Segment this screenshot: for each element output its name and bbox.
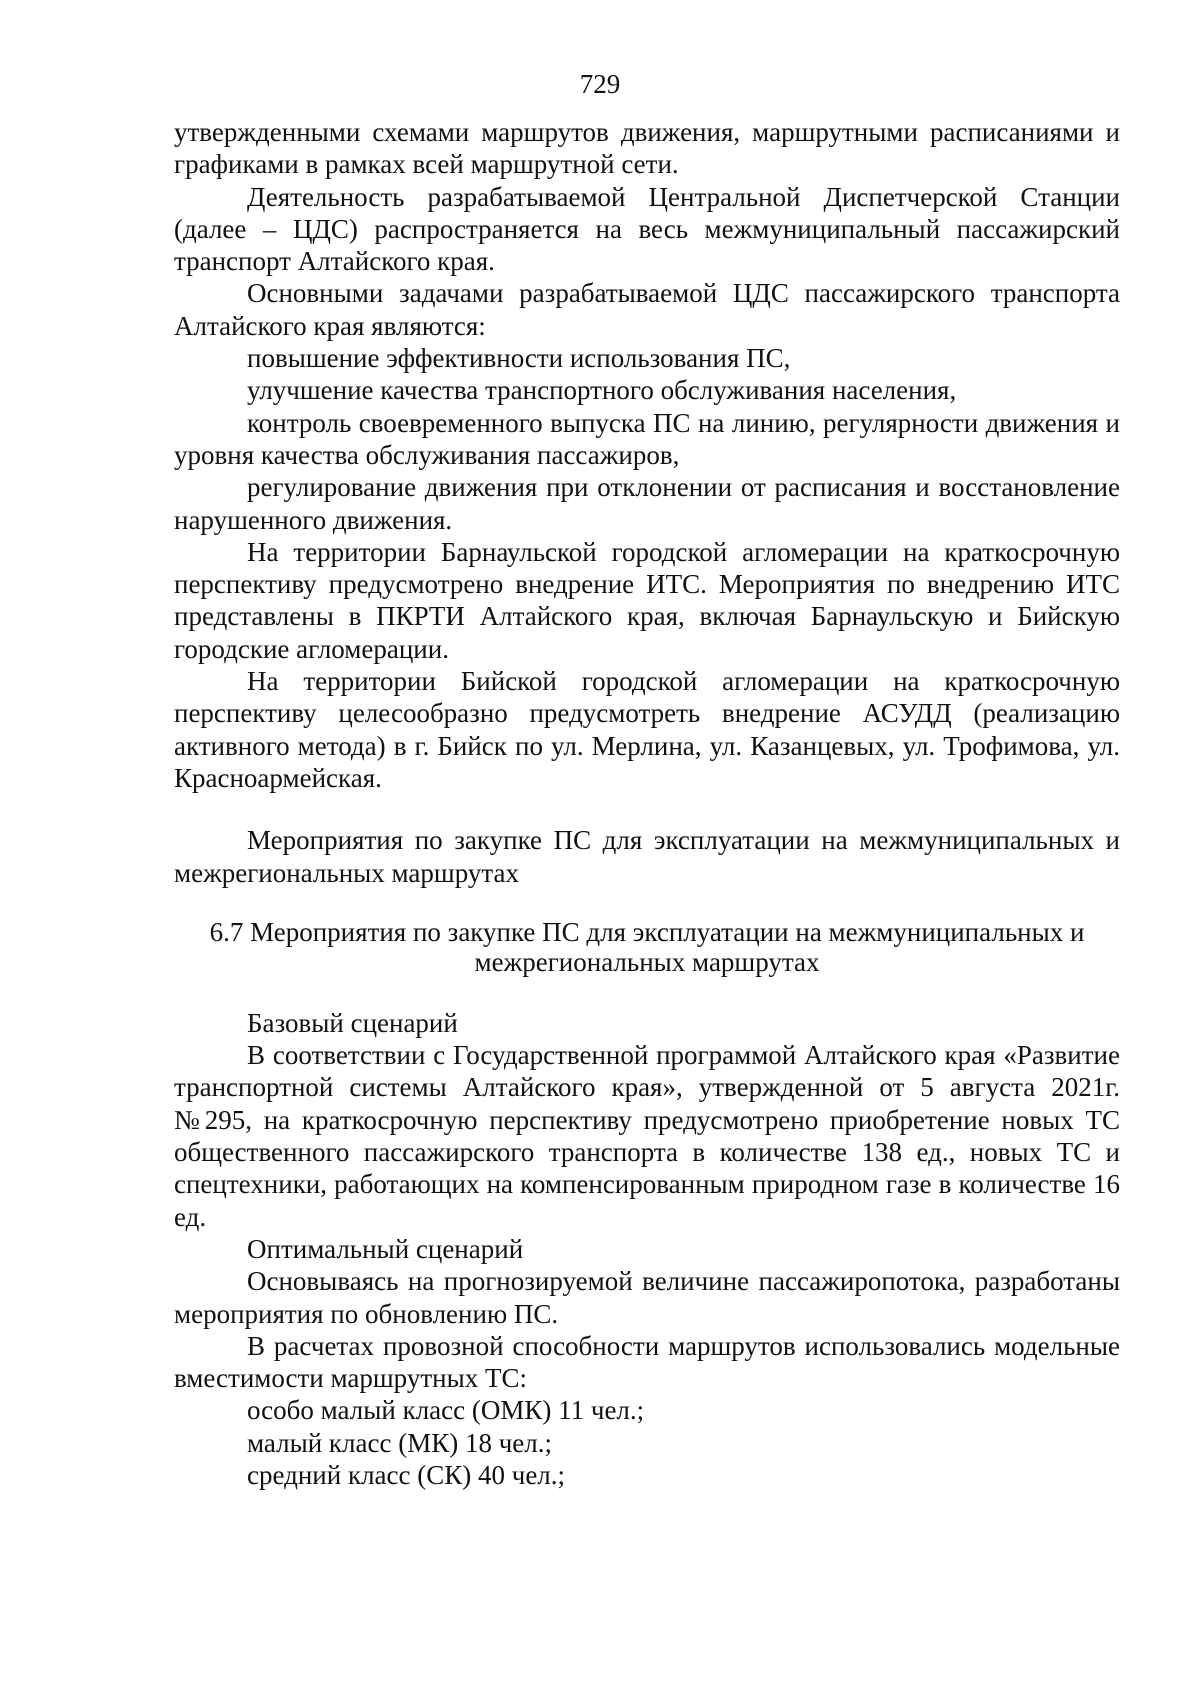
section-heading: 6.7 Мероприятия по закупке ПС для эксплуатации на межмуниципальных и межрегиональных маршрутах bbox=[209, 916, 1085, 977]
paragraph-biysk-asudd: На территории Бийской городской агломерации на краткосрочную перспективу целесообразно предусмотреть внедрение АСУДД (реализацию активного метода) в г. Бийск по ул. Мерлина, ул. Казанцевых, ул. Трофимова, ул. Красноармейская. bbox=[174, 666, 1120, 793]
page-number: 729 bbox=[579, 69, 621, 99]
paragraph-fleet-renewal: Основываясь на прогнозируемой величине пассажиропотока, разработаны мероприятия по обновлению ПС. bbox=[174, 1266, 1120, 1329]
scenario-optimal-label: Оптимальный сценарий bbox=[247, 1233, 524, 1264]
subsection-note: Мероприятия по закупке ПС для эксплуатации на межмуниципальных и межрегиональных маршрутах bbox=[174, 825, 1120, 888]
spacer bbox=[174, 889, 1120, 917]
list-item-mk-class: малый класс (МК) 18 чел.; bbox=[247, 1427, 553, 1458]
list-item-sk-class: средний класс (СК) 40 чел.; bbox=[247, 1459, 566, 1490]
list-item-omk-class: особо малый класс (ОМК) 11 чел.; bbox=[247, 1395, 645, 1426]
paragraph-barnaul-its: На территории Барнаульской городской агломерации на краткосрочную перспективу предусмотрено внедрение ИТС. Мероприятия по внедрению ИТС представлены в ПКРТИ Алтайского края, включая Барнаульскую и Бийскую городские агломерации. bbox=[174, 536, 1120, 664]
spacer bbox=[174, 977, 1120, 1007]
paragraph-cds-scope: Деятельность разрабатываемой Центральной Диспетчерской Станции (далее – ЦДС) распространяется на весь межмуниципальный пассажирский транспорт Алтайского края. bbox=[174, 181, 1120, 277]
spacer bbox=[174, 794, 1120, 824]
page-body bbox=[174, 116, 1120, 1491]
paragraph-capacity-intro: В расчетах провозной способности маршрутов использовались модельные вместимости маршрутных ТС: bbox=[174, 1330, 1120, 1394]
list-item-traffic-regulation: регулирование движения при отклонении от расписания и восстановление нарушенного движения. bbox=[174, 472, 1120, 535]
list-item-service-quality: улучшение качества транспортного обслуживания населения, bbox=[247, 375, 957, 406]
list-item-efficiency: повышение эффективности использования ПС, bbox=[247, 343, 791, 374]
paragraph-cds-tasks-intro: Основными задачами разрабатываемой ЦДС пассажирского транспорта Алтайского края являются: bbox=[174, 278, 1120, 341]
paragraph-state-program: В соответствии с Государственной программой Алтайского края «Развитие транспортной системы Алтайского края», утвержденной от 5 августа 2021г. №295, на краткосрочную перспективу предусмотрено приобретение новых ТС общественного пассажирского транспорта в количестве 138 ед., новых ТС и спецтехники, работающих на компенсированным природном газе в количестве 16 ед. bbox=[174, 1040, 1120, 1232]
paragraph-continuation: утвержденными схемами маршрутов движения, маршрутными расписаниями и графиками в рамках всей маршрутной сети. bbox=[174, 117, 1120, 180]
scenario-basic-label: Базовый сценарий bbox=[247, 1007, 458, 1038]
list-item-release-control: контроль своевременного выпуска ПС на линию, регулярности движения и уровня качества обслуживания пассажиров, bbox=[174, 407, 1120, 470]
